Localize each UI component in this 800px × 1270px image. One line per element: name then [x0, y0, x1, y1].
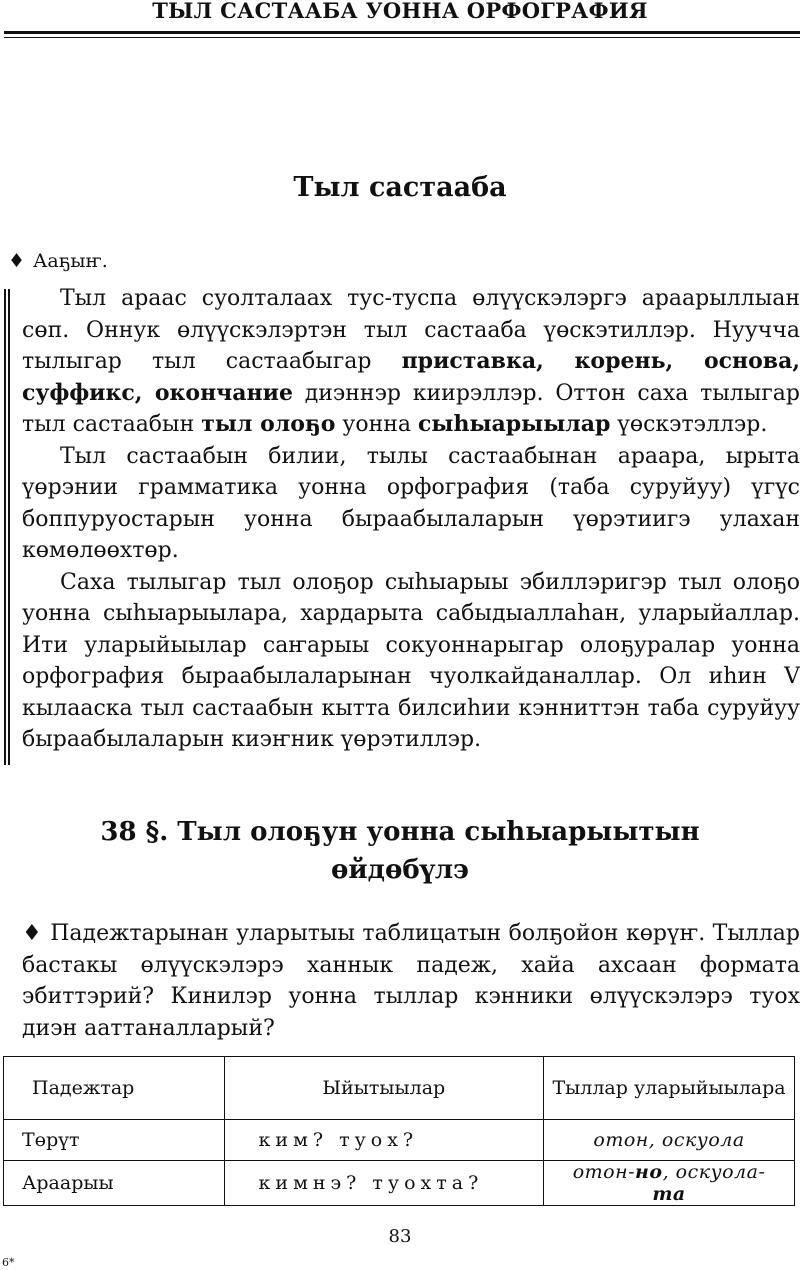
table-row [4, 1161, 795, 1206]
margin-double-rule [4, 289, 10, 765]
diamond-bullet-icon: ♦ [8, 250, 26, 272]
section-heading-line: өйдөбүлэ [331, 855, 469, 885]
section-title: Тыл састааба [293, 172, 507, 203]
task-text: Падежтарынан уларытыы таблицатын болҕойон көрүҥ. Тыллар бастакы өлүүскэлэрэ ханнык падеж, хайа ахсаан формата эбиттэрий? Кинилэр уонна тыллар кэнники өлүүскэлэрэ туох диэн ааттаналларый? [22, 921, 800, 1041]
task-text: Ааҕыҥ. [33, 250, 108, 272]
reading-task [8, 250, 108, 272]
paragraph: Саха тылыгар тыл олоҕор сыһыарыы эбиллэригэр тыл олоҕо уонна сыһыарыылара, хардарыта сабыдыаллаһан, уларыйаллар. Ити уларыйыылар саҥарыы сокуоннарыгар олоҕуралар уонна орфография быраабылаларынан чуолкайданаллар. Ол иһин V кылааска тыл састаабын кытта билсиһии кэнниттэн таба суруйуу быраабылаларын киэҥник үөрэтиллэр. [22, 569, 800, 752]
column-header: Падежтар [4, 1057, 225, 1120]
reading-text [22, 283, 800, 756]
case-cell: Төрүт [4, 1120, 225, 1161]
section-heading [0, 813, 800, 889]
page-number: 83 [388, 1226, 412, 1247]
paragraph: Тыл састаабын билии, тылы састаабынан араара, ырыта үөрэнии грамматика уонна орфография (таба суруйуу) үгүс боппуруостарын уонна быраабылаларын үөрэтиигэ улахан көмөлөөхтөр. [22, 443, 800, 563]
case-cell: Араарыы [4, 1161, 225, 1206]
words-cell: отон-но, оскуола-та [544, 1161, 795, 1206]
section-heading-line: 38 §. Тыл олоҕун уонна сыһыарыытын [100, 817, 700, 847]
questions-cell: кимнэ? туохта? [224, 1161, 544, 1206]
header-rule-thick [4, 31, 800, 34]
running-head: ТЫЛ САСТААБА УОННА ОРФОГРАФИЯ [152, 0, 648, 23]
column-header: Ыйытыылар [224, 1057, 544, 1120]
table-row [4, 1120, 795, 1161]
header-rule-thin [4, 37, 800, 38]
paragraph: Тыл араас суолталаах тус-туспа өлүүскэлэргэ араарыллыан сөп. Оннук өлүүскэлэртэн тыл састааба үөскэтиллэр. Нуучча тылыгар тыл састаабыгар приставка, корень, основа, суффикс, окончание диэннэр киирэллэр. Оттон саха тылыгар тыл састаабын тыл олоҕо уонна сыһыарыылар үөскэтэллэр. [22, 286, 800, 437]
declension-table [3, 1056, 795, 1206]
questions-cell: ким? туох? [224, 1120, 544, 1161]
table-header-row [4, 1057, 795, 1120]
signature-mark: 6* [2, 1256, 15, 1269]
table-task [22, 918, 800, 1044]
words-cell: отон, оскуола [544, 1120, 795, 1161]
diamond-bullet-icon: ♦ [22, 921, 43, 946]
column-header: Тыллар уларыйыылара [544, 1057, 795, 1120]
